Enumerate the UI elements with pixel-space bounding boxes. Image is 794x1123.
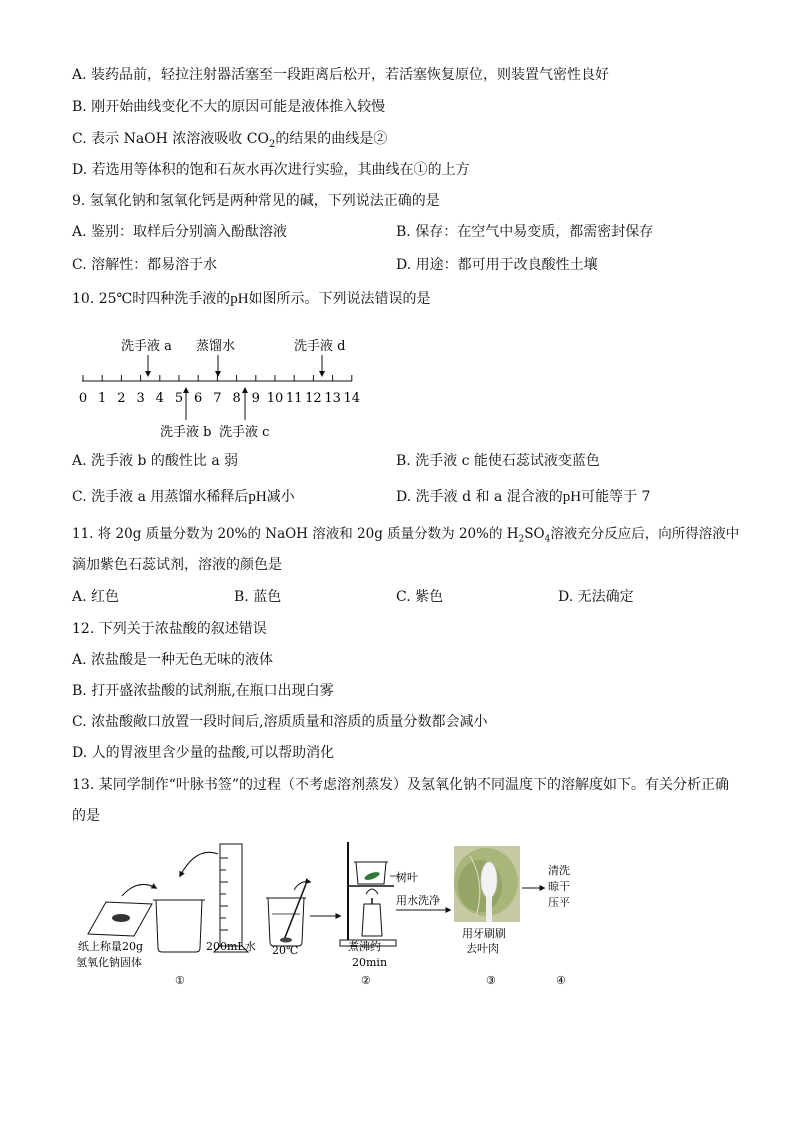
ph-tick-label-7: 7 [213, 391, 222, 406]
q8-option-c-sub: 2 [268, 138, 276, 150]
leaf-brushing-photo [454, 846, 520, 922]
q9-option-d: D. 用途：都可用于改良酸性土壤 [396, 257, 598, 273]
label-distilled-water: 蒸馏水 [196, 339, 236, 354]
ph-tick-label-5: 5 [174, 391, 184, 406]
q11-stem-sub2: 4 [544, 534, 551, 545]
q11-option-d: D. 无法确定 [558, 589, 634, 605]
label-final-clean: 清洗 [548, 864, 570, 877]
ph-tick-label-0: 0 [78, 391, 88, 406]
label-handwash-b: 洗手液 b [160, 425, 212, 440]
step-number-3: ③ [486, 974, 496, 987]
q12-option-b: B. 打开盛浓盐酸的试剂瓶,在瓶口出现白雾 [72, 683, 334, 699]
q10-stem-post: 如图所示。下列说法错误的是 [248, 291, 431, 307]
label-temperature: 20℃ [272, 944, 299, 957]
ph-ticks [79, 375, 360, 406]
ph-tick-label-2: 2 [117, 391, 126, 406]
q10-option-c-post: 减小 [266, 489, 295, 505]
q11-option-a: A. 红色 [72, 589, 120, 605]
q12-option-a: A. 浓盐酸是一种无色无味的液体 [72, 652, 274, 668]
ph-tick-label-13: 13 [324, 391, 341, 406]
q13-stem-line1: 13. 某同学制作“叶脉书签”的过程（不考虑溶剂蒸发）及氢氧化钠不同温度下的溶解度如下。有关分析正确 [72, 777, 730, 793]
q11-stem-line1 [72, 525, 739, 549]
q9-stem: 9. 氢氧化钠和氢氧化钙是两种常见的碱，下列说法正确的是 [72, 193, 440, 209]
ph-tick-label-1: 1 [98, 391, 107, 406]
q11-stem-post: 溶液充分反应后，向所得溶液中 [550, 526, 740, 542]
q8-option-d: D. 若选用等体积的饱和石灰水再次进行实验，其曲线在①的上方 [72, 162, 470, 178]
q11-stem-mid: SO [524, 526, 545, 542]
ph-tick-label-4: 4 [155, 391, 164, 406]
label-brush-line1: 用牙刷刷 [462, 927, 506, 940]
q11-option-c: C. 紫色 [396, 589, 444, 605]
step-number-2: ② [361, 974, 371, 987]
ph-tick-label-12: 12 [305, 391, 322, 406]
q13-stem-line2: 的是 [72, 808, 100, 824]
q12-stem: 12. 下列关于浓盐酸的叙述错误 [72, 621, 267, 637]
q11-stem-line2: 滴加紫色石蕊试剂，溶液的颜色是 [72, 557, 282, 573]
ph-tick-label-14: 14 [343, 391, 361, 406]
heating-apparatus-icon [340, 842, 398, 946]
q10-stem [72, 290, 431, 308]
label-leaf: 树叶 [396, 871, 418, 884]
q10-option-d-post: 可能等于 7 [581, 489, 651, 505]
q9-option-c: C. 溶解性：都易溶于水 [72, 257, 218, 273]
ph-tick-label-9: 9 [251, 391, 260, 406]
label-final-press: 压平 [548, 896, 570, 909]
q8-option-c-post: 的结果的曲线是② [275, 131, 388, 147]
ph-tick-label-10: 10 [266, 391, 284, 406]
label-brush-line2: 去叶肉 [466, 942, 499, 955]
q11-stem-pre: 11. 将 20g 质量分数为 20%的 NaOH 溶液和 20g 质量分数为 20%的 H [72, 526, 519, 542]
ph-tick-label-3: 3 [136, 391, 145, 406]
q10-option-c [72, 488, 295, 506]
q10-option-d-pre: D. 洗手液 d 和 a 混合液的 [396, 489, 563, 505]
q8-option-a: A. 装药品前，轻拉注射器活塞至一段距离后松开，若活塞恢复原位，则装置气密性良好 [72, 67, 610, 83]
q10-option-d-ph: pH [562, 489, 582, 505]
label-water-volume-visible: 200mL水 [206, 940, 256, 953]
label-boil-line1: 煮沸约 [348, 940, 381, 953]
q10-option-a: A. 洗手液 b 的酸性比 a 弱 [72, 453, 239, 469]
beaker-stirring-icon [266, 882, 310, 946]
q11-option-b: B. 蓝色 [234, 589, 282, 605]
q8-option-c [72, 130, 387, 154]
q10-option-c-pre: C. 洗手液 a 用蒸馏水稀释后 [72, 489, 249, 505]
q8-option-c-pre: C. 表示 NaOH 浓溶液吸收 CO [72, 131, 269, 147]
label-weigh-line2: 氢氧化钠固体 [76, 956, 142, 969]
ph-number-line-figure [0, 330, 794, 450]
paper-with-naoh-icon [88, 902, 152, 936]
curved-arrow-cylinder-to-beaker [180, 852, 218, 876]
ph-tick-label-6: 6 [194, 391, 203, 406]
q10-option-b: B. 洗手液 c 能使石蕊试液变蓝色 [396, 453, 600, 469]
empty-beaker-icon [153, 900, 205, 952]
step-number-1: ① [175, 974, 185, 987]
label-boil-line2: 20min [352, 956, 388, 969]
ph-tick-label-11: 11 [285, 391, 303, 406]
leaf-bookmark-process-figure [0, 836, 794, 996]
label-handwash-a: 洗手液 a [121, 339, 172, 354]
q9-option-b: B. 保存：在空气中易变质，都需密封保存 [396, 224, 654, 240]
curved-arrow-to-beaker [122, 884, 156, 896]
q11-stem-sub1: 2 [518, 534, 525, 545]
q12-option-c: C. 浓盐酸敞口放置一段时间后,溶质质量和溶质的质量分数都会减小 [72, 714, 488, 730]
step-number-4: ④ [556, 974, 566, 987]
label-weigh-line1: 纸上称量20g [78, 940, 144, 953]
label-wash-water: 用水洗净 [396, 894, 440, 907]
q12-option-d: D. 人的胃液里含少量的盐酸,可以帮助消化 [72, 745, 335, 761]
ph-tick-label-8: 8 [232, 391, 241, 406]
q9-option-a: A. 鉴别：取样后分别滴入酚酞溶液 [72, 224, 288, 240]
label-handwash-d: 洗手液 d [294, 339, 346, 354]
q10-stem-ph: pH [230, 291, 249, 307]
q8-option-b: B. 刚开始曲线变化不大的原因可能是液体推入较慢 [72, 99, 386, 115]
measuring-cylinder-icon [214, 844, 248, 952]
label-final-dry: 晾干 [548, 880, 570, 893]
q10-option-d [396, 488, 650, 506]
label-handwash-c: 洗手液 c [219, 425, 270, 440]
q10-stem-pre: 10. 25℃时四种洗手液的 [72, 291, 231, 307]
q10-option-c-ph: pH [248, 489, 267, 505]
